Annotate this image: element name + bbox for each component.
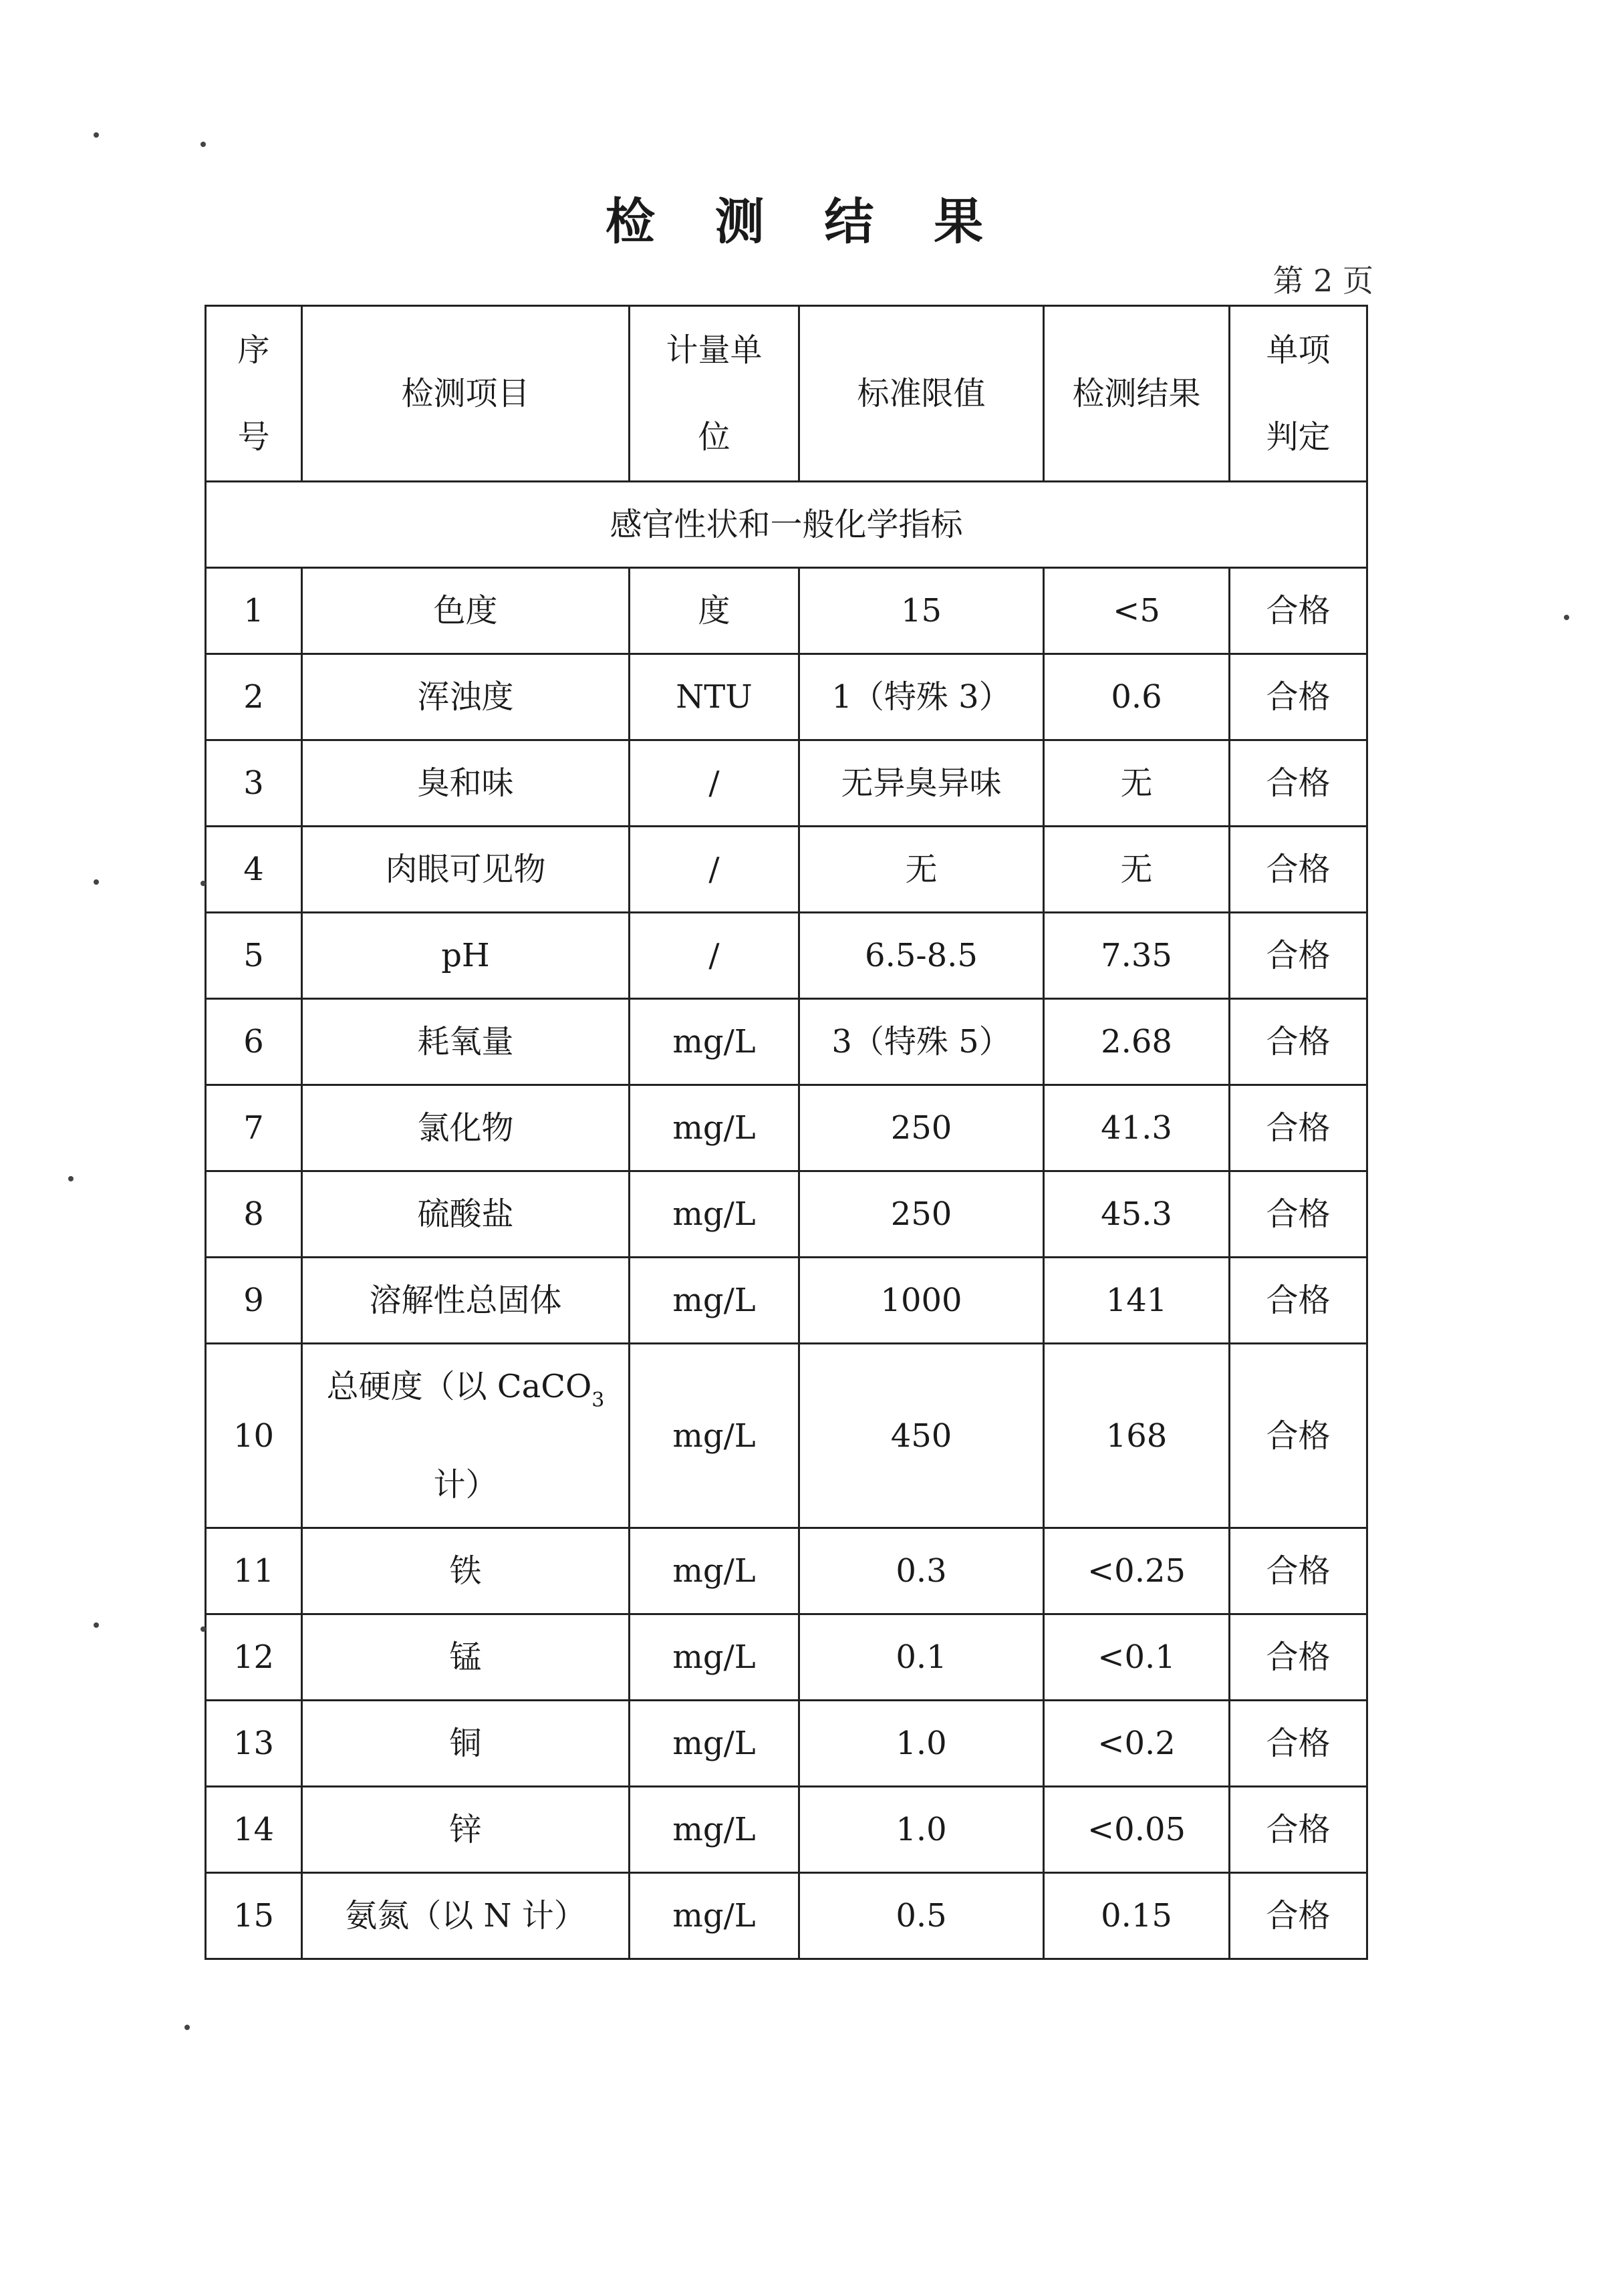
cell-unit: mg/L	[630, 1258, 799, 1344]
header-limit: 标准限值	[799, 306, 1044, 482]
scan-speck	[94, 1622, 99, 1628]
cell-judgement: 合格	[1230, 999, 1367, 1085]
cell-unit: /	[630, 740, 799, 827]
cell-limit: 1.0	[799, 1701, 1044, 1787]
cell-unit: mg/L	[630, 1701, 799, 1787]
cell-limit: 无	[799, 827, 1044, 913]
cell-result: <0.2	[1044, 1701, 1230, 1787]
cell-limit: 0.5	[799, 1873, 1044, 1959]
cell-item: 臭和味	[302, 740, 630, 827]
cell-no: 2	[206, 654, 302, 740]
cell-limit: 0.1	[799, 1614, 1044, 1701]
cell-result: <5	[1044, 568, 1230, 654]
table-row	[206, 1873, 1367, 1959]
cell-result: 2.68	[1044, 999, 1230, 1085]
cell-unit: mg/L	[630, 1171, 799, 1258]
cell-judgement: 合格	[1230, 1258, 1367, 1344]
cell-result: 45.3	[1044, 1171, 1230, 1258]
cell-item	[302, 1344, 630, 1528]
cell-item: 锌	[302, 1787, 630, 1873]
cell-limit: 6.5-8.5	[799, 913, 1044, 999]
header-judgement: 单项 判定	[1230, 306, 1367, 482]
table-row	[206, 1614, 1367, 1701]
cell-limit: 450	[799, 1344, 1044, 1528]
cell-item: 氯化物	[302, 1085, 630, 1171]
scan-speck	[200, 1626, 206, 1632]
cell-item-subscript: 3	[591, 1389, 605, 1412]
cell-limit: 1.0	[799, 1787, 1044, 1873]
cell-judgement: 合格	[1230, 913, 1367, 999]
cell-result: 0.6	[1044, 654, 1230, 740]
cell-unit: NTU	[630, 654, 799, 740]
cell-item-line1: 总硬度（以 CaCO	[326, 1368, 592, 1405]
cell-unit: mg/L	[630, 1787, 799, 1873]
cell-result: 无	[1044, 740, 1230, 827]
table-row	[206, 740, 1367, 827]
cell-judgement: 合格	[1230, 1085, 1367, 1171]
cell-limit: 0.3	[799, 1528, 1044, 1614]
cell-judgement: 合格	[1230, 827, 1367, 913]
cell-limit: 250	[799, 1171, 1044, 1258]
results-table	[205, 305, 1368, 1960]
table-row	[206, 827, 1367, 913]
cell-result: <0.05	[1044, 1787, 1230, 1873]
cell-judgement: 合格	[1230, 740, 1367, 827]
cell-judgement: 合格	[1230, 1171, 1367, 1258]
table-row	[206, 654, 1367, 740]
table-row	[206, 1171, 1367, 1258]
cell-judgement: 合格	[1230, 1528, 1367, 1614]
scan-speck	[68, 1176, 74, 1181]
cell-result: 141	[1044, 1258, 1230, 1344]
cell-unit: mg/L	[630, 1873, 799, 1959]
cell-unit: mg/L	[630, 1085, 799, 1171]
cell-result: 168	[1044, 1344, 1230, 1528]
cell-no: 14	[206, 1787, 302, 1873]
cell-unit: mg/L	[630, 1344, 799, 1528]
cell-limit: 1000	[799, 1258, 1044, 1344]
table-row	[206, 568, 1367, 654]
cell-item-line2: 计）	[433, 1466, 498, 1503]
cell-item: 色度	[302, 568, 630, 654]
cell-no: 13	[206, 1701, 302, 1787]
scan-speck	[94, 879, 99, 885]
table-row	[206, 999, 1367, 1085]
cell-limit: 250	[799, 1085, 1044, 1171]
table-row	[206, 1528, 1367, 1614]
cell-no: 5	[206, 913, 302, 999]
cell-judgement: 合格	[1230, 1873, 1367, 1959]
cell-judgement: 合格	[1230, 1701, 1367, 1787]
cell-item: 浑浊度	[302, 654, 630, 740]
table-row	[206, 1344, 1367, 1528]
cell-no: 3	[206, 740, 302, 827]
cell-no: 4	[206, 827, 302, 913]
cell-judgement: 合格	[1230, 1614, 1367, 1701]
cell-item: 铜	[302, 1701, 630, 1787]
table-row	[206, 1085, 1367, 1171]
cell-unit: 度	[630, 568, 799, 654]
cell-item: 氨氮（以 N 计）	[302, 1873, 630, 1959]
cell-item: 硫酸盐	[302, 1171, 630, 1258]
cell-item: 铁	[302, 1528, 630, 1614]
cell-result: 0.15	[1044, 1873, 1230, 1959]
cell-limit: 1（特殊 3）	[799, 654, 1044, 740]
cell-no: 9	[206, 1258, 302, 1344]
header-row	[206, 306, 1367, 482]
header-result: 检测结果	[1044, 306, 1230, 482]
cell-result: 无	[1044, 827, 1230, 913]
cell-judgement: 合格	[1230, 654, 1367, 740]
cell-unit: mg/L	[630, 1528, 799, 1614]
scan-speck	[1564, 615, 1569, 620]
header-seq: 序 号	[206, 306, 302, 482]
cell-judgement: 合格	[1230, 1344, 1367, 1528]
cell-result: <0.1	[1044, 1614, 1230, 1701]
cell-no: 10	[206, 1344, 302, 1528]
cell-unit: mg/L	[630, 999, 799, 1085]
page-number: 第 2 页	[1272, 263, 1373, 299]
scan-speck	[200, 881, 206, 886]
cell-item: 耗氧量	[302, 999, 630, 1085]
cell-unit: /	[630, 827, 799, 913]
cell-no: 11	[206, 1528, 302, 1614]
scan-speck	[94, 132, 99, 138]
cell-result: 7.35	[1044, 913, 1230, 999]
header-item: 检测项目	[302, 306, 630, 482]
cell-result: 41.3	[1044, 1085, 1230, 1171]
section-row	[206, 482, 1367, 568]
cell-item: 溶解性总固体	[302, 1258, 630, 1344]
cell-limit: 无异臭异味	[799, 740, 1044, 827]
scan-speck	[184, 2025, 190, 2030]
cell-no: 1	[206, 568, 302, 654]
section-title: 感官性状和一般化学指标	[206, 482, 1367, 568]
cell-no: 8	[206, 1171, 302, 1258]
cell-result: <0.25	[1044, 1528, 1230, 1614]
scan-speck	[200, 142, 206, 147]
cell-item: 肉眼可见物	[302, 827, 630, 913]
cell-judgement: 合格	[1230, 1787, 1367, 1873]
cell-unit: mg/L	[630, 1614, 799, 1701]
cell-item: 锰	[302, 1614, 630, 1701]
table-row	[206, 913, 1367, 999]
table-row	[206, 1787, 1367, 1873]
cell-no: 15	[206, 1873, 302, 1959]
table-row	[206, 1701, 1367, 1787]
cell-limit: 3（特殊 5）	[799, 999, 1044, 1085]
table-row	[206, 1258, 1367, 1344]
cell-no: 7	[206, 1085, 302, 1171]
cell-judgement: 合格	[1230, 568, 1367, 654]
document-title: 检 测 结 果	[605, 193, 1005, 251]
cell-item: pH	[302, 913, 630, 999]
cell-unit: /	[630, 913, 799, 999]
cell-no: 6	[206, 999, 302, 1085]
header-unit: 计量单 位	[630, 306, 799, 482]
cell-no: 12	[206, 1614, 302, 1701]
cell-limit: 15	[799, 568, 1044, 654]
